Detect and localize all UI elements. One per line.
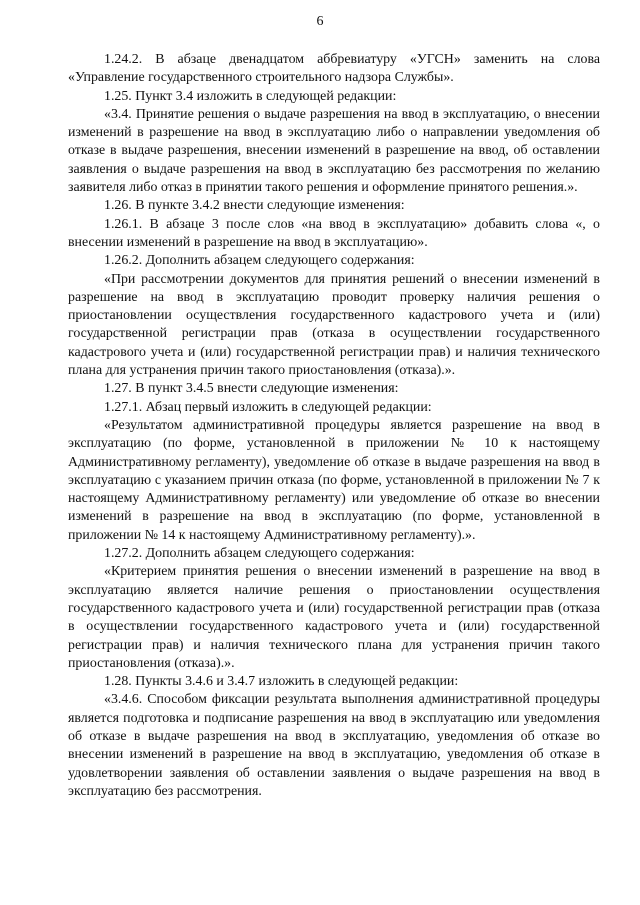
paragraph-1-27: 1.27. В пункт 3.4.5 внести следующие изменения: — [104, 381, 399, 397]
paragraph-1-26: 1.26. В пункте 3.4.2 внести следующие изменения: — [104, 198, 405, 214]
paragraph-1-28: 1.28. Пункты 3.4.6 и 3.4.7 изложить в следующей редакции: — [104, 674, 459, 690]
paragraph-1-27-2: 1.27.2. Дополнить абзацем следующего содержания: — [104, 546, 415, 562]
paragraph-review-text: «При рассмотрении документов для принятия решений о внесении изменений в разрешение на ввод в эксплуатацию проводит проверку наличия решения о приостановлении осуществления государственного кадастрового учета и (или) государственной регистрации прав (отказа в осуществлении государственного кадастрового учета и (или) государственной регистрации прав) и наличия технического плана для устранения причин такого приостановления (отказа).». — [68, 271, 600, 379]
document-body — [68, 51, 600, 801]
page-number: 6 — [316, 14, 324, 29]
paragraph-3-4-text: «3.4. Принятие решения о выдаче разрешения на ввод в эксплуатацию, о внесении изменений в разрешение на ввод в эксплуатацию либо о направлении уведомления об отказе в выдаче разрешения, внесении изменений в разрешение на ввод, об оставлении заявления о выдаче разрешения на ввод в эксплуатацию без рассмотрения по желанию заявителя либо отказ в принятии такого решения и оформление принятого решения.». — [68, 106, 600, 196]
paragraph-1-24-2: 1.24.2. В абзаце двенадцатом аббревиатуру «УГСН» заменить на слова «Управление государственного строительного надзора Службы». — [68, 52, 600, 86]
paragraph-result-text: «Результатом административной процедуры является разрешение на ввод в эксплуатацию (по форме, установленной в приложении № 10 к настоящему Административному регламенту), уведомление об отказе в выдаче разрешения на ввод в эксплуатацию с указанием причин отказа (по форме, установленной в приложении № 7 к настоящему Административному регламенту) или уведомление об отказе во внесении изменений в разрешение на ввод в эксплуатацию (по форме, установленной в приложении № 14 к настоящему Административному регламенту).». — [68, 417, 600, 543]
paragraph-3-4-6-text: «3.4.6. Способом фиксации результата выполнения административной процедуры является подготовка и подписание разрешения на ввод в эксплуатацию или уведомления об отказе в выдаче разрешения на ввод в эксплуатацию, уведомления об отказе во внесении изменений в разрешение на ввод в эксплуатацию, уведомления об отказе в удовлетворении заявления об оставлении заявления о выдаче разрешения на ввод в эксплуатацию без рассмотрения. — [68, 692, 600, 799]
paragraph-1-26-2: 1.26.2. Дополнить абзацем следующего содержания: — [104, 253, 415, 269]
paragraph-1-27-1: 1.27.1. Абзац первый изложить в следующей редакции: — [104, 399, 432, 415]
paragraph-1-25: 1.25. Пункт 3.4 изложить в следующей редакции: — [104, 88, 397, 104]
paragraph-criterion-text: «Критерием принятия решения о внесении изменений в разрешение на ввод в эксплуатацию является наличие решения о приостановлении осуществления государственного кадастрового учета и (или) государственной регистрации прав (отказа в осуществлении государственного кадастрового учета и (или) государственной регистрации прав) и наличия технического плана для устранения причин такого приостановления (отказа).». — [68, 564, 600, 671]
paragraph-1-26-1: 1.26.1. В абзаце 3 после слов «на ввод в эксплуатацию» добавить слова «, о внесении изменений в разрешение на ввод в эксплуатацию». — [68, 216, 600, 250]
